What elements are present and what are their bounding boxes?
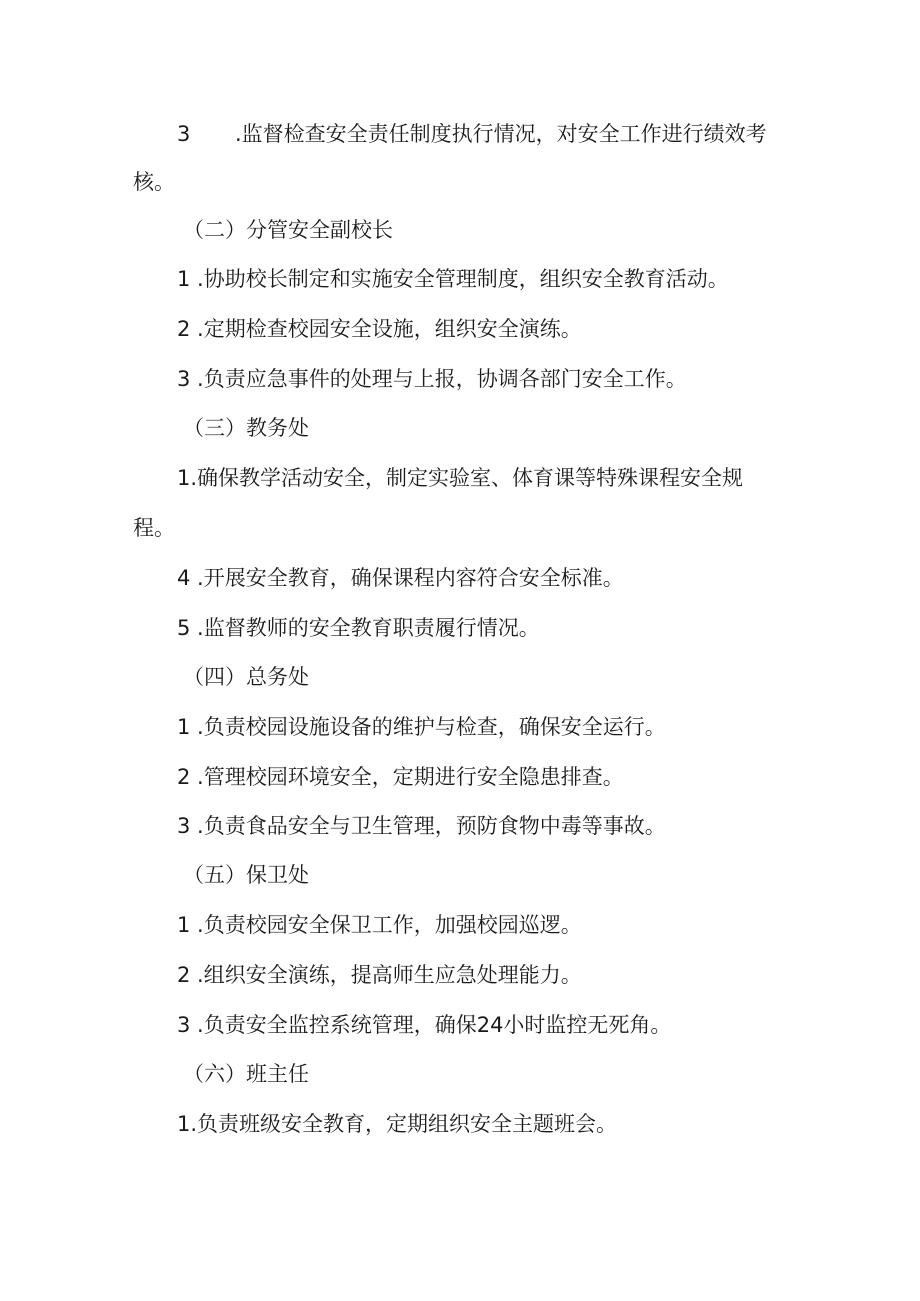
list-item: 5 .监督教师的安全教育职责履行情况。 xyxy=(177,616,540,640)
section-heading-2: （二）分管安全副校长 xyxy=(183,218,393,242)
list-item: 1.确保教学活动安全，制定实验室、体育课等特殊课程安全规 xyxy=(177,466,744,490)
section-heading-4: （四）总务处 xyxy=(183,665,309,689)
section-heading-5: （五）保卫处 xyxy=(183,863,309,887)
list-item: 3 .负责应急事件的处理与上报，协调各部门安全工作。 xyxy=(177,367,687,391)
list-item: 2 .定期检查校园安全设施，组织安全演练。 xyxy=(177,317,582,341)
paragraph-3-responsibility xyxy=(177,120,767,148)
list-item: 1 .负责校园设施设备的维护与检查，确保安全运行。 xyxy=(177,715,666,739)
section-heading-3: （三）教务处 xyxy=(183,416,309,440)
list-item: 1 .负责校园安全保卫工作，加强校园巡逻。 xyxy=(177,913,582,937)
section-heading-6: （六）班主任 xyxy=(183,1062,309,1086)
list-item: 3 .负责安全监控系统管理，确保24小时监控无死角。 xyxy=(177,1013,672,1037)
list-item: 2 .管理校园环境安全，定期进行安全隐患排查。 xyxy=(177,765,624,789)
list-item-continuation: 程。 xyxy=(133,516,175,540)
list-item: 1.负责班级安全教育，定期组织安全主题班会。 xyxy=(177,1112,618,1136)
paragraph-number: 3 xyxy=(177,122,191,146)
list-item: 3 .负责食品安全与卫生管理，预防食物中毒等事故。 xyxy=(177,814,666,838)
paragraph-continuation: 核。 xyxy=(133,170,175,194)
paragraph-text: .监督检查安全责任制度执行情况，对安全工作进行绩效考 xyxy=(235,122,767,146)
list-item: 4 .开展安全教育，确保课程内容符合安全标准。 xyxy=(177,566,624,590)
list-item: 1 .协助校长制定和实施安全管理制度，组织安全教育活动。 xyxy=(177,267,729,291)
list-item: 2 .组织安全演练，提高师生应急处理能力。 xyxy=(177,963,582,987)
